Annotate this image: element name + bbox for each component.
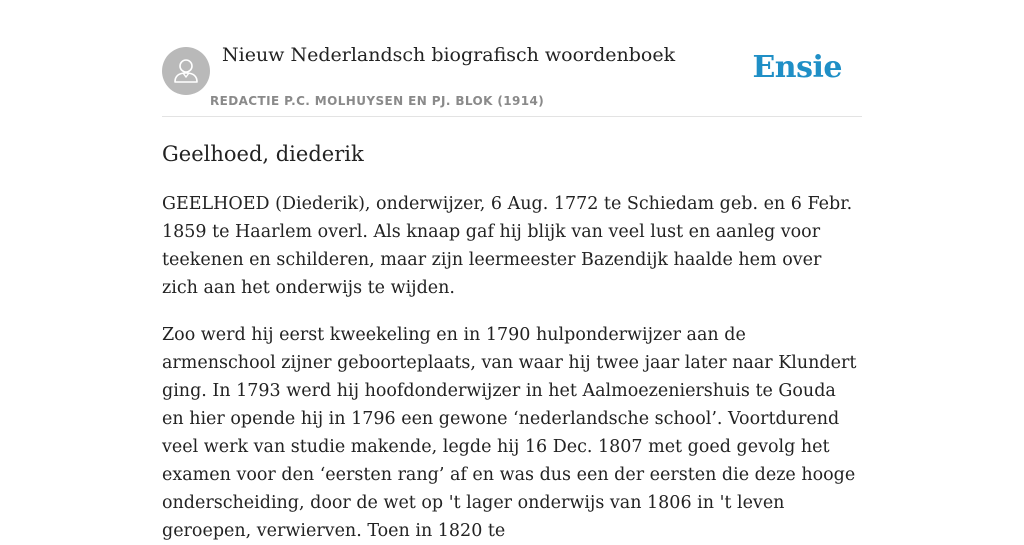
article-paragraph: Zoo werd hij eerst kweekeling en in 1790 hulponderwijzer aan de armenschool zijner geboorteplaats, van waar hij twee jaar later naar Klundert ging. In 1793 werd hij hoofdonderwijzer in het Aalmoezeniershuis te Gouda en hier opende hij in 1796 een gewone ‘nederlandsche school’. Voortdurend veel werk van studie makende, legde hij 16 Dec. 1807 met goed gevolg het examen voor den ‘eersten rang’ af en was dus een der eersten die deze hooge onderscheiding, door de wet op 't lager onderwijs van 1806 in 't leven geroepen, verwierven. Toen in 1820 te: [162, 325, 857, 541]
brand-logo[interactable]: Ensie: [752, 50, 842, 85]
user-icon: [162, 47, 210, 95]
source-header: [162, 0, 862, 117]
article-title: Geelhoed, diederik: [162, 142, 364, 166]
article: [162, 138, 862, 545]
source-editors: REDACTIE P.C. MOLHUYSEN EN PJ. BLOK (1914): [210, 94, 545, 108]
article-paragraph: GEELHOED (Diederik), onderwijzer, 6 Aug. 1772 te Schiedam geb. en 6 Febr. 1859 te Haarlem overl. Als knaap gaf hij blijk van veel lust en aanleg voor teekenen en schilderen, maar zijn leermeester Bazendijk haalde hem over zich aan het onderwijs te wijden.: [162, 194, 853, 298]
source-title[interactable]: Nieuw Nederlandsch biografisch woordenboek: [222, 44, 676, 66]
avatar[interactable]: [162, 47, 210, 95]
